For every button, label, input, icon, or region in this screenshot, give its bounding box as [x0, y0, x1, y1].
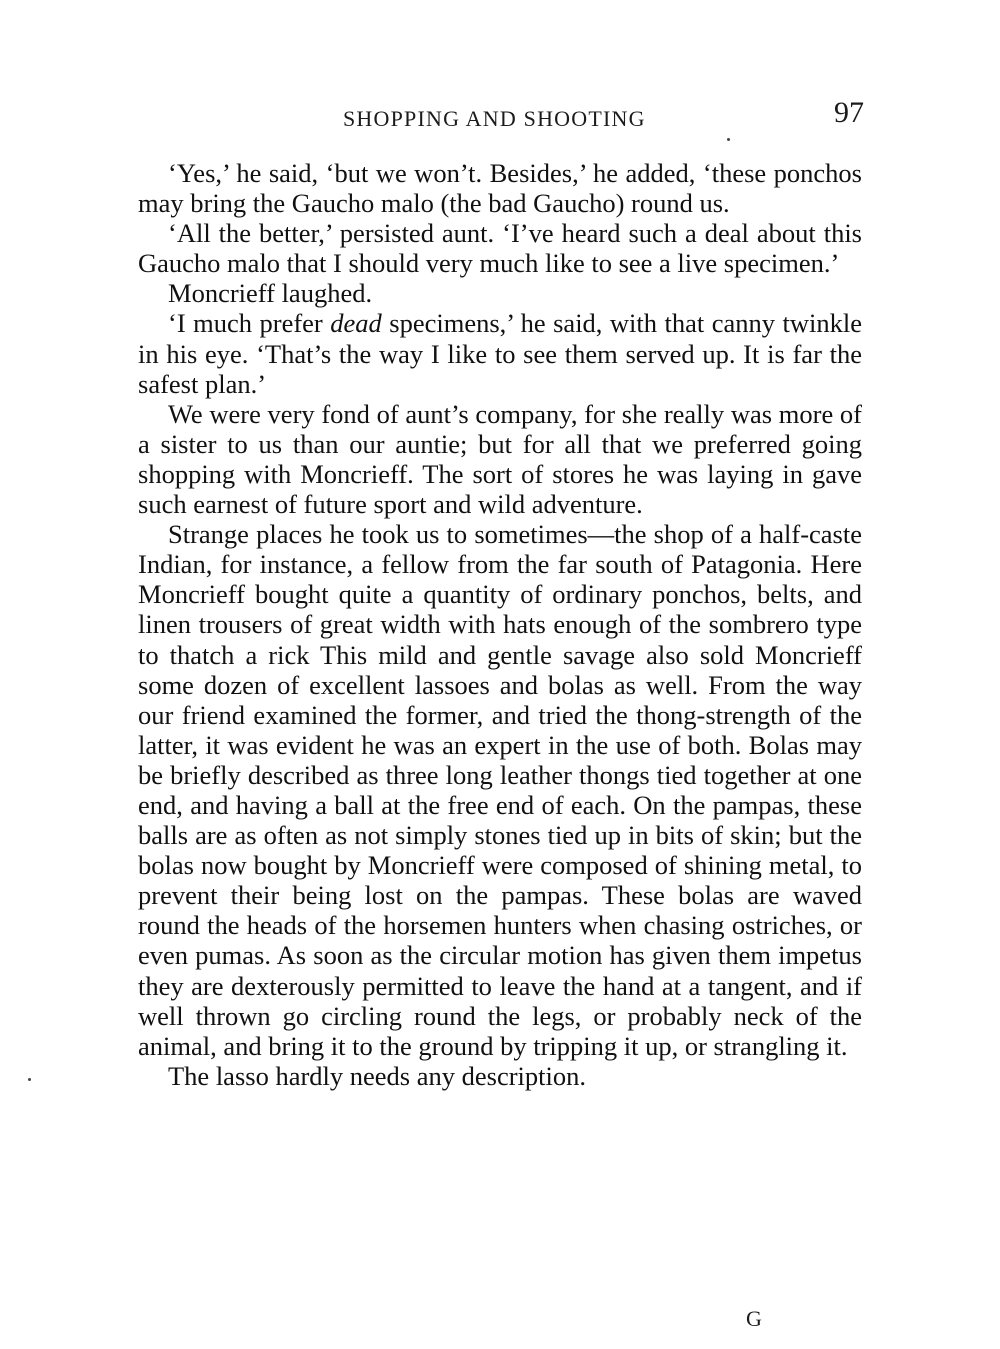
page-number: 97 — [834, 96, 864, 129]
paragraph: The lasso hardly needs any description. — [168, 1060, 586, 1091]
print-speck — [727, 138, 730, 141]
italic-word: dead — [330, 308, 382, 339]
paragraph: Strange places he took us to sometimes—the shop of a half-caste Indian, for instance, a fellow from the far south of Patagonia. Here Moncrieff bought quite a quantity of ordinary ponchos, belts, and linen trousers of great width with hats enough of the sombrero type to thatch a rick This mild and gentle savage also sold Moncrieff some dozen of excellent lassoes and bolas as well. From the way our friend examined the former, and tried the thong-strength of the latter, it was evident he was an expert in the use of both. Bolas may be briefly described as three long leather thongs tied together at one end, and having a ball at the free end of each. On the pampas, these balls are as often as not simply stones tied up in bits of skin; but the bolas now bought by Moncrieff were composed of shining metal, to prevent their being lost on the pampas. These bolas are waved round the heads of the horsemen hunters when chasing ostriches, or even pumas. As soon as the circular motion has given them impetus they are dexterously permitted to leave the hand at a tangent, and if well thrown go circling round the legs, or probably neck of the animal, and bring it to the ground by tripping it up, or strangling it. — [138, 519, 862, 1061]
print-speck — [28, 1078, 31, 1081]
paragraph-text: specimens,’ he said, with that canny twinkle in his eye. ‘That’s the way I like to see them served up. It is far the safest plan.’ — [138, 308, 862, 399]
page-header — [138, 96, 866, 136]
body-text — [138, 158, 862, 1091]
paragraph: ‘All the better,’ persisted aunt. ‘I’ve heard such a deal about this Gaucho malo that I should very much like to see a live specimen.’ — [138, 218, 862, 279]
paragraph: We were very fond of aunt’s company, for she really was more of a sister to us than our auntie; but for all that we preferred going shopping with Moncrieff. The sort of stores he was laying in gave such earnest of future sport and wild adventure. — [138, 398, 862, 520]
paragraph — [138, 308, 862, 398]
paragraph: ‘Yes,’ he said, ‘but we won’t. Besides,’ he added, ‘these ponchos may bring the Gaucho malo (the bad Gaucho) round us. — [138, 158, 862, 219]
running-head: SHOPPING AND SHOOTING — [343, 106, 646, 131]
paragraph: Moncrieff laughed. — [168, 278, 373, 309]
paragraph-text: ‘I much prefer — [168, 308, 331, 339]
signature-mark: G — [746, 1306, 762, 1331]
